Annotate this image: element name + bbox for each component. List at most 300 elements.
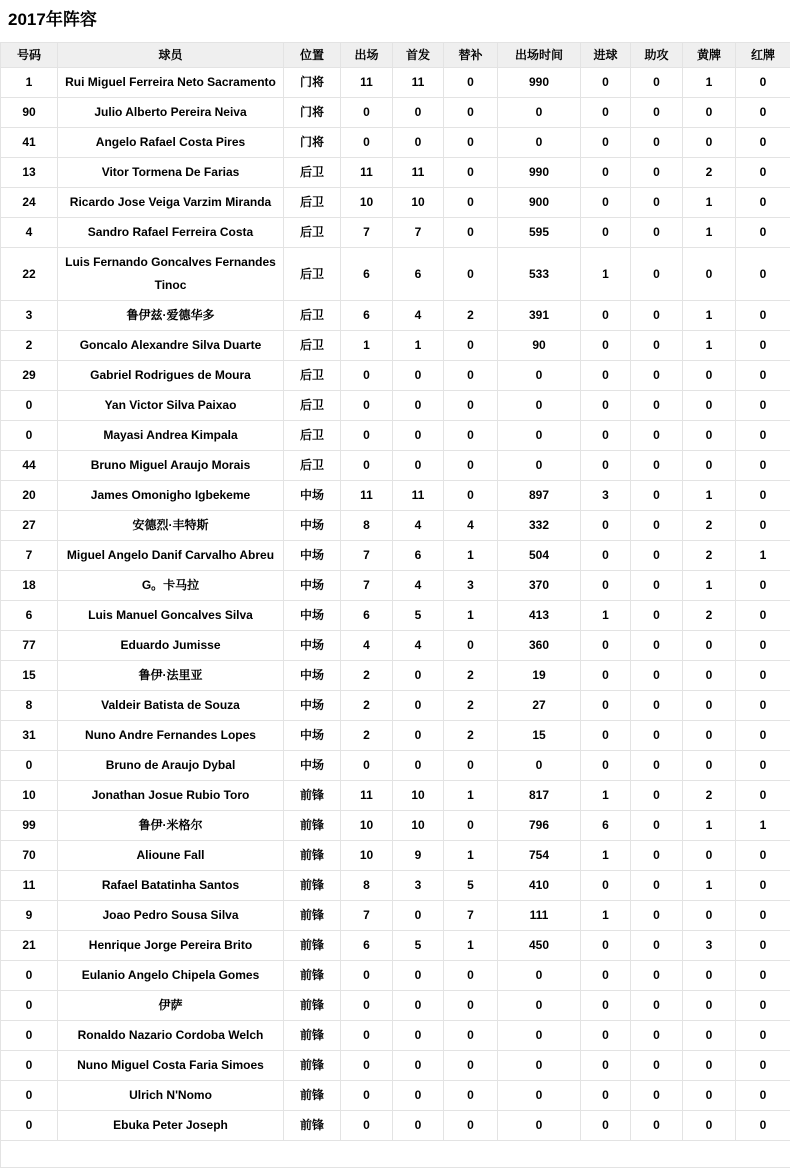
cell-starts: 9 <box>393 841 444 871</box>
cell-sub: 0 <box>444 188 498 218</box>
cell-sub: 1 <box>444 601 498 631</box>
cell-appearances: 7 <box>341 541 393 571</box>
column-header-appearances: 出场 <box>341 43 393 68</box>
cell-assists: 0 <box>631 361 683 391</box>
cell-appearances: 11 <box>341 68 393 98</box>
cell-goals: 0 <box>581 1051 631 1081</box>
cell-sub: 2 <box>444 661 498 691</box>
cell-red: 0 <box>736 248 790 301</box>
cell-red: 0 <box>736 421 790 451</box>
cell-assists: 0 <box>631 248 683 301</box>
table-row <box>1 391 790 421</box>
cell-goals: 0 <box>581 571 631 601</box>
cell-appearances: 7 <box>341 901 393 931</box>
table-row <box>1 451 790 481</box>
cell-yellow: 0 <box>683 961 736 991</box>
cell-number: 8 <box>1 691 58 721</box>
cell-yellow: 1 <box>683 811 736 841</box>
cell-goals: 1 <box>581 841 631 871</box>
cell-red: 0 <box>736 188 790 218</box>
cell-sub: 0 <box>444 1021 498 1051</box>
cell-appearances: 0 <box>341 128 393 158</box>
cell-yellow: 0 <box>683 631 736 661</box>
cell-sub: 0 <box>444 361 498 391</box>
cell-appearances: 0 <box>341 451 393 481</box>
cell-minutes: 0 <box>498 1081 581 1111</box>
cell-position: 中场 <box>284 481 341 511</box>
cell-starts: 4 <box>393 301 444 331</box>
cell-player: Joao Pedro Sousa Silva <box>58 901 284 931</box>
cell-player: Luis Manuel Goncalves Silva <box>58 601 284 631</box>
cell-position: 后卫 <box>284 218 341 248</box>
cell-number: 10 <box>1 781 58 811</box>
cell-number: 0 <box>1 1111 58 1141</box>
cell-assists: 0 <box>631 98 683 128</box>
column-header-goals: 进球 <box>581 43 631 68</box>
cell-red: 0 <box>736 691 790 721</box>
cell-sub: 2 <box>444 301 498 331</box>
cell-yellow: 2 <box>683 601 736 631</box>
cell-goals: 0 <box>581 1111 631 1141</box>
table-row <box>1 218 790 248</box>
cell-goals: 0 <box>581 68 631 98</box>
cell-starts: 4 <box>393 631 444 661</box>
cell-minutes: 0 <box>498 361 581 391</box>
cell-number: 41 <box>1 128 58 158</box>
cell-assists: 0 <box>631 631 683 661</box>
cell-number: 4 <box>1 218 58 248</box>
cell-starts: 4 <box>393 571 444 601</box>
cell-assists: 0 <box>631 301 683 331</box>
cell-goals: 1 <box>581 248 631 301</box>
cell-number: 24 <box>1 188 58 218</box>
cell-red: 0 <box>736 391 790 421</box>
cell-starts: 0 <box>393 361 444 391</box>
cell-yellow: 2 <box>683 511 736 541</box>
cell-player: Bruno de Araujo Dybal <box>58 751 284 781</box>
table-row <box>1 1021 790 1051</box>
cell-assists: 0 <box>631 451 683 481</box>
cell-player: Bruno Miguel Araujo Morais <box>58 451 284 481</box>
cell-appearances: 2 <box>341 661 393 691</box>
cell-player: Ronaldo Nazario Cordoba Welch <box>58 1021 284 1051</box>
cell-number: 0 <box>1 991 58 1021</box>
cell-number: 20 <box>1 481 58 511</box>
column-header-sub: 替补 <box>444 43 498 68</box>
cell-assists: 0 <box>631 1111 683 1141</box>
cell-position: 前锋 <box>284 781 341 811</box>
cell-yellow: 1 <box>683 871 736 901</box>
cell-sub: 1 <box>444 541 498 571</box>
cell-assists: 0 <box>631 421 683 451</box>
cell-sub: 0 <box>444 158 498 188</box>
cell-appearances: 0 <box>341 98 393 128</box>
cell-position: 后卫 <box>284 188 341 218</box>
table-row <box>1 188 790 218</box>
cell-goals: 0 <box>581 451 631 481</box>
cell-minutes: 413 <box>498 601 581 631</box>
cell-appearances: 0 <box>341 1081 393 1111</box>
cell-position: 中场 <box>284 541 341 571</box>
cell-number: 13 <box>1 158 58 188</box>
cell-player: Nuno Andre Fernandes Lopes <box>58 721 284 751</box>
cell-minutes: 0 <box>498 1051 581 1081</box>
table-row <box>1 541 790 571</box>
cell-position: 中场 <box>284 751 341 781</box>
cell-minutes: 360 <box>498 631 581 661</box>
cell-assists: 0 <box>631 188 683 218</box>
cell-sub: 0 <box>444 68 498 98</box>
cell-assists: 0 <box>631 661 683 691</box>
table-row <box>1 1081 790 1111</box>
cell-sub: 7 <box>444 901 498 931</box>
cell-position: 后卫 <box>284 421 341 451</box>
column-header-red: 红牌 <box>736 43 790 68</box>
cell-position: 前锋 <box>284 961 341 991</box>
cell-red: 0 <box>736 1051 790 1081</box>
column-header-number: 号码 <box>1 43 58 68</box>
cell-starts: 11 <box>393 481 444 511</box>
cell-red: 0 <box>736 661 790 691</box>
cell-number: 0 <box>1 1021 58 1051</box>
cell-appearances: 0 <box>341 391 393 421</box>
page <box>0 9 790 1168</box>
cell-yellow: 0 <box>683 248 736 301</box>
cell-appearances: 1 <box>341 331 393 361</box>
table-row <box>1 128 790 158</box>
cell-starts: 5 <box>393 931 444 961</box>
cell-player: Nuno Miguel Costa Faria Simoes <box>58 1051 284 1081</box>
cell-minutes: 391 <box>498 301 581 331</box>
cell-minutes: 0 <box>498 391 581 421</box>
cell-yellow: 1 <box>683 188 736 218</box>
cell-red: 0 <box>736 128 790 158</box>
cell-starts: 10 <box>393 811 444 841</box>
cell-minutes: 533 <box>498 248 581 301</box>
cell-player: Sandro Rafael Ferreira Costa <box>58 218 284 248</box>
cell-goals: 0 <box>581 301 631 331</box>
cell-appearances: 0 <box>341 361 393 391</box>
roster-table-header <box>1 43 790 68</box>
cell-yellow: 2 <box>683 781 736 811</box>
cell-minutes: 990 <box>498 68 581 98</box>
table-row <box>1 511 790 541</box>
cell-position: 后卫 <box>284 391 341 421</box>
cell-number: 0 <box>1 961 58 991</box>
cell-starts: 0 <box>393 751 444 781</box>
cell-yellow: 1 <box>683 571 736 601</box>
cell-goals: 1 <box>581 781 631 811</box>
cell-yellow: 0 <box>683 751 736 781</box>
cell-assists: 0 <box>631 1021 683 1051</box>
cell-assists: 0 <box>631 541 683 571</box>
table-row <box>1 631 790 661</box>
cell-assists: 0 <box>631 1051 683 1081</box>
cell-appearances: 0 <box>341 991 393 1021</box>
cell-assists: 0 <box>631 1081 683 1111</box>
cell-position: 前锋 <box>284 1021 341 1051</box>
cell-number: 70 <box>1 841 58 871</box>
cell-red: 0 <box>736 301 790 331</box>
cell-yellow: 0 <box>683 98 736 128</box>
cell-position: 门将 <box>284 128 341 158</box>
cell-yellow: 0 <box>683 391 736 421</box>
cell-assists: 0 <box>631 481 683 511</box>
cell-yellow: 1 <box>683 331 736 361</box>
cell-sub: 1 <box>444 931 498 961</box>
cell-appearances: 2 <box>341 691 393 721</box>
cell-position: 门将 <box>284 68 341 98</box>
cell-starts: 4 <box>393 511 444 541</box>
cell-player: Rui Miguel Ferreira Neto Sacramento <box>58 68 284 98</box>
cell-assists: 0 <box>631 218 683 248</box>
cell-minutes: 370 <box>498 571 581 601</box>
cell-yellow: 0 <box>683 661 736 691</box>
cell-appearances: 0 <box>341 1021 393 1051</box>
cell-player: 鲁伊·法里亚 <box>58 661 284 691</box>
cell-minutes: 897 <box>498 481 581 511</box>
cell-starts: 0 <box>393 451 444 481</box>
cell-starts: 0 <box>393 901 444 931</box>
table-footer-spacer <box>1 1141 790 1168</box>
cell-number: 2 <box>1 331 58 361</box>
cell-goals: 0 <box>581 391 631 421</box>
cell-assists: 0 <box>631 721 683 751</box>
cell-position: 前锋 <box>284 1051 341 1081</box>
cell-assists: 0 <box>631 811 683 841</box>
table-row <box>1 751 790 781</box>
cell-player: Goncalo Alexandre Silva Duarte <box>58 331 284 361</box>
cell-player: Ricardo Jose Veiga Varzim Miranda <box>58 188 284 218</box>
cell-sub: 3 <box>444 571 498 601</box>
cell-appearances: 7 <box>341 571 393 601</box>
cell-goals: 1 <box>581 901 631 931</box>
cell-sub: 2 <box>444 691 498 721</box>
cell-number: 0 <box>1 421 58 451</box>
cell-player: Eulanio Angelo Chipela Gomes <box>58 961 284 991</box>
cell-assists: 0 <box>631 931 683 961</box>
cell-appearances: 6 <box>341 248 393 301</box>
cell-minutes: 0 <box>498 421 581 451</box>
cell-red: 0 <box>736 481 790 511</box>
cell-sub: 0 <box>444 991 498 1021</box>
cell-starts: 0 <box>393 421 444 451</box>
cell-red: 0 <box>736 631 790 661</box>
cell-position: 后卫 <box>284 301 341 331</box>
cell-starts: 10 <box>393 188 444 218</box>
cell-position: 前锋 <box>284 931 341 961</box>
cell-player: Luis Fernando Goncalves Fernandes Tinoc <box>58 248 284 301</box>
cell-yellow: 0 <box>683 128 736 158</box>
cell-yellow: 0 <box>683 991 736 1021</box>
cell-appearances: 10 <box>341 811 393 841</box>
cell-goals: 0 <box>581 721 631 751</box>
cell-position: 前锋 <box>284 871 341 901</box>
cell-sub: 0 <box>444 451 498 481</box>
column-header-yellow: 黄牌 <box>683 43 736 68</box>
cell-number: 9 <box>1 901 58 931</box>
cell-position: 门将 <box>284 98 341 128</box>
cell-goals: 0 <box>581 1021 631 1051</box>
cell-starts: 0 <box>393 721 444 751</box>
cell-player: Eduardo Jumisse <box>58 631 284 661</box>
cell-appearances: 8 <box>341 871 393 901</box>
table-row <box>1 68 790 98</box>
cell-position: 后卫 <box>284 361 341 391</box>
cell-minutes: 15 <box>498 721 581 751</box>
cell-yellow: 1 <box>683 218 736 248</box>
cell-player: 安德烈·丰特斯 <box>58 511 284 541</box>
table-row <box>1 571 790 601</box>
table-row <box>1 901 790 931</box>
cell-appearances: 2 <box>341 721 393 751</box>
cell-minutes: 504 <box>498 541 581 571</box>
table-row <box>1 661 790 691</box>
cell-starts: 1 <box>393 331 444 361</box>
cell-red: 0 <box>736 991 790 1021</box>
cell-sub: 0 <box>444 631 498 661</box>
cell-player: Ebuka Peter Joseph <box>58 1111 284 1141</box>
cell-starts: 0 <box>393 128 444 158</box>
cell-goals: 0 <box>581 361 631 391</box>
cell-yellow: 1 <box>683 301 736 331</box>
table-row <box>1 1111 790 1141</box>
cell-assists: 0 <box>631 961 683 991</box>
cell-player: Angelo Rafael Costa Pires <box>58 128 284 158</box>
cell-position: 中场 <box>284 511 341 541</box>
cell-player: 伊萨 <box>58 991 284 1021</box>
cell-appearances: 4 <box>341 631 393 661</box>
cell-yellow: 0 <box>683 421 736 451</box>
cell-position: 前锋 <box>284 811 341 841</box>
cell-assists: 0 <box>631 781 683 811</box>
cell-appearances: 0 <box>341 751 393 781</box>
table-row <box>1 811 790 841</box>
cell-sub: 0 <box>444 751 498 781</box>
cell-position: 中场 <box>284 601 341 631</box>
cell-assists: 0 <box>631 128 683 158</box>
cell-position: 前锋 <box>284 1111 341 1141</box>
cell-goals: 0 <box>581 991 631 1021</box>
cell-starts: 7 <box>393 218 444 248</box>
cell-red: 0 <box>736 218 790 248</box>
cell-number: 22 <box>1 248 58 301</box>
cell-sub: 4 <box>444 511 498 541</box>
cell-assists: 0 <box>631 991 683 1021</box>
cell-player: Rafael Batatinha Santos <box>58 871 284 901</box>
cell-red: 0 <box>736 961 790 991</box>
cell-starts: 0 <box>393 1021 444 1051</box>
cell-number: 77 <box>1 631 58 661</box>
cell-yellow: 0 <box>683 721 736 751</box>
cell-position: 后卫 <box>284 248 341 301</box>
cell-sub: 1 <box>444 841 498 871</box>
cell-minutes: 990 <box>498 158 581 188</box>
cell-number: 31 <box>1 721 58 751</box>
cell-number: 18 <box>1 571 58 601</box>
cell-assists: 0 <box>631 751 683 781</box>
cell-sub: 0 <box>444 391 498 421</box>
cell-assists: 0 <box>631 158 683 188</box>
cell-sub: 0 <box>444 98 498 128</box>
cell-yellow: 0 <box>683 901 736 931</box>
cell-appearances: 6 <box>341 601 393 631</box>
cell-player: Ulrich N'Nomo <box>58 1081 284 1111</box>
cell-assists: 0 <box>631 841 683 871</box>
cell-minutes: 0 <box>498 751 581 781</box>
cell-position: 前锋 <box>284 1081 341 1111</box>
cell-sub: 2 <box>444 721 498 751</box>
cell-appearances: 6 <box>341 931 393 961</box>
cell-minutes: 0 <box>498 128 581 158</box>
cell-goals: 3 <box>581 481 631 511</box>
cell-player: 鲁伊兹·爱德华多 <box>58 301 284 331</box>
cell-appearances: 0 <box>341 961 393 991</box>
cell-red: 0 <box>736 931 790 961</box>
cell-starts: 0 <box>393 98 444 128</box>
table-row <box>1 98 790 128</box>
cell-red: 0 <box>736 158 790 188</box>
cell-goals: 0 <box>581 128 631 158</box>
cell-appearances: 0 <box>341 1111 393 1141</box>
cell-goals: 6 <box>581 811 631 841</box>
table-row <box>1 871 790 901</box>
cell-minutes: 450 <box>498 931 581 961</box>
table-row <box>1 991 790 1021</box>
cell-yellow: 0 <box>683 691 736 721</box>
cell-number: 29 <box>1 361 58 391</box>
table-row <box>1 961 790 991</box>
cell-assists: 0 <box>631 901 683 931</box>
cell-minutes: 754 <box>498 841 581 871</box>
cell-red: 0 <box>736 331 790 361</box>
cell-red: 0 <box>736 98 790 128</box>
cell-goals: 0 <box>581 421 631 451</box>
cell-yellow: 0 <box>683 1021 736 1051</box>
cell-sub: 0 <box>444 331 498 361</box>
column-header-assists: 助攻 <box>631 43 683 68</box>
cell-yellow: 0 <box>683 451 736 481</box>
cell-number: 15 <box>1 661 58 691</box>
table-row <box>1 1051 790 1081</box>
roster-table-footer <box>1 1141 790 1168</box>
cell-appearances: 10 <box>341 841 393 871</box>
cell-goals: 0 <box>581 691 631 721</box>
cell-position: 中场 <box>284 571 341 601</box>
cell-assists: 0 <box>631 68 683 98</box>
cell-number: 0 <box>1 1051 58 1081</box>
column-header-starts: 首发 <box>393 43 444 68</box>
cell-player: Alioune Fall <box>58 841 284 871</box>
cell-player: Yan Victor Silva Paixao <box>58 391 284 421</box>
cell-minutes: 817 <box>498 781 581 811</box>
cell-appearances: 11 <box>341 481 393 511</box>
cell-number: 90 <box>1 98 58 128</box>
cell-sub: 0 <box>444 481 498 511</box>
table-row <box>1 361 790 391</box>
cell-appearances: 8 <box>341 511 393 541</box>
cell-starts: 0 <box>393 661 444 691</box>
cell-assists: 0 <box>631 601 683 631</box>
cell-goals: 0 <box>581 98 631 128</box>
cell-sub: 0 <box>444 218 498 248</box>
cell-yellow: 1 <box>683 68 736 98</box>
cell-sub: 0 <box>444 1111 498 1141</box>
cell-minutes: 90 <box>498 331 581 361</box>
column-header-minutes: 出场时间 <box>498 43 581 68</box>
cell-appearances: 7 <box>341 218 393 248</box>
cell-minutes: 19 <box>498 661 581 691</box>
